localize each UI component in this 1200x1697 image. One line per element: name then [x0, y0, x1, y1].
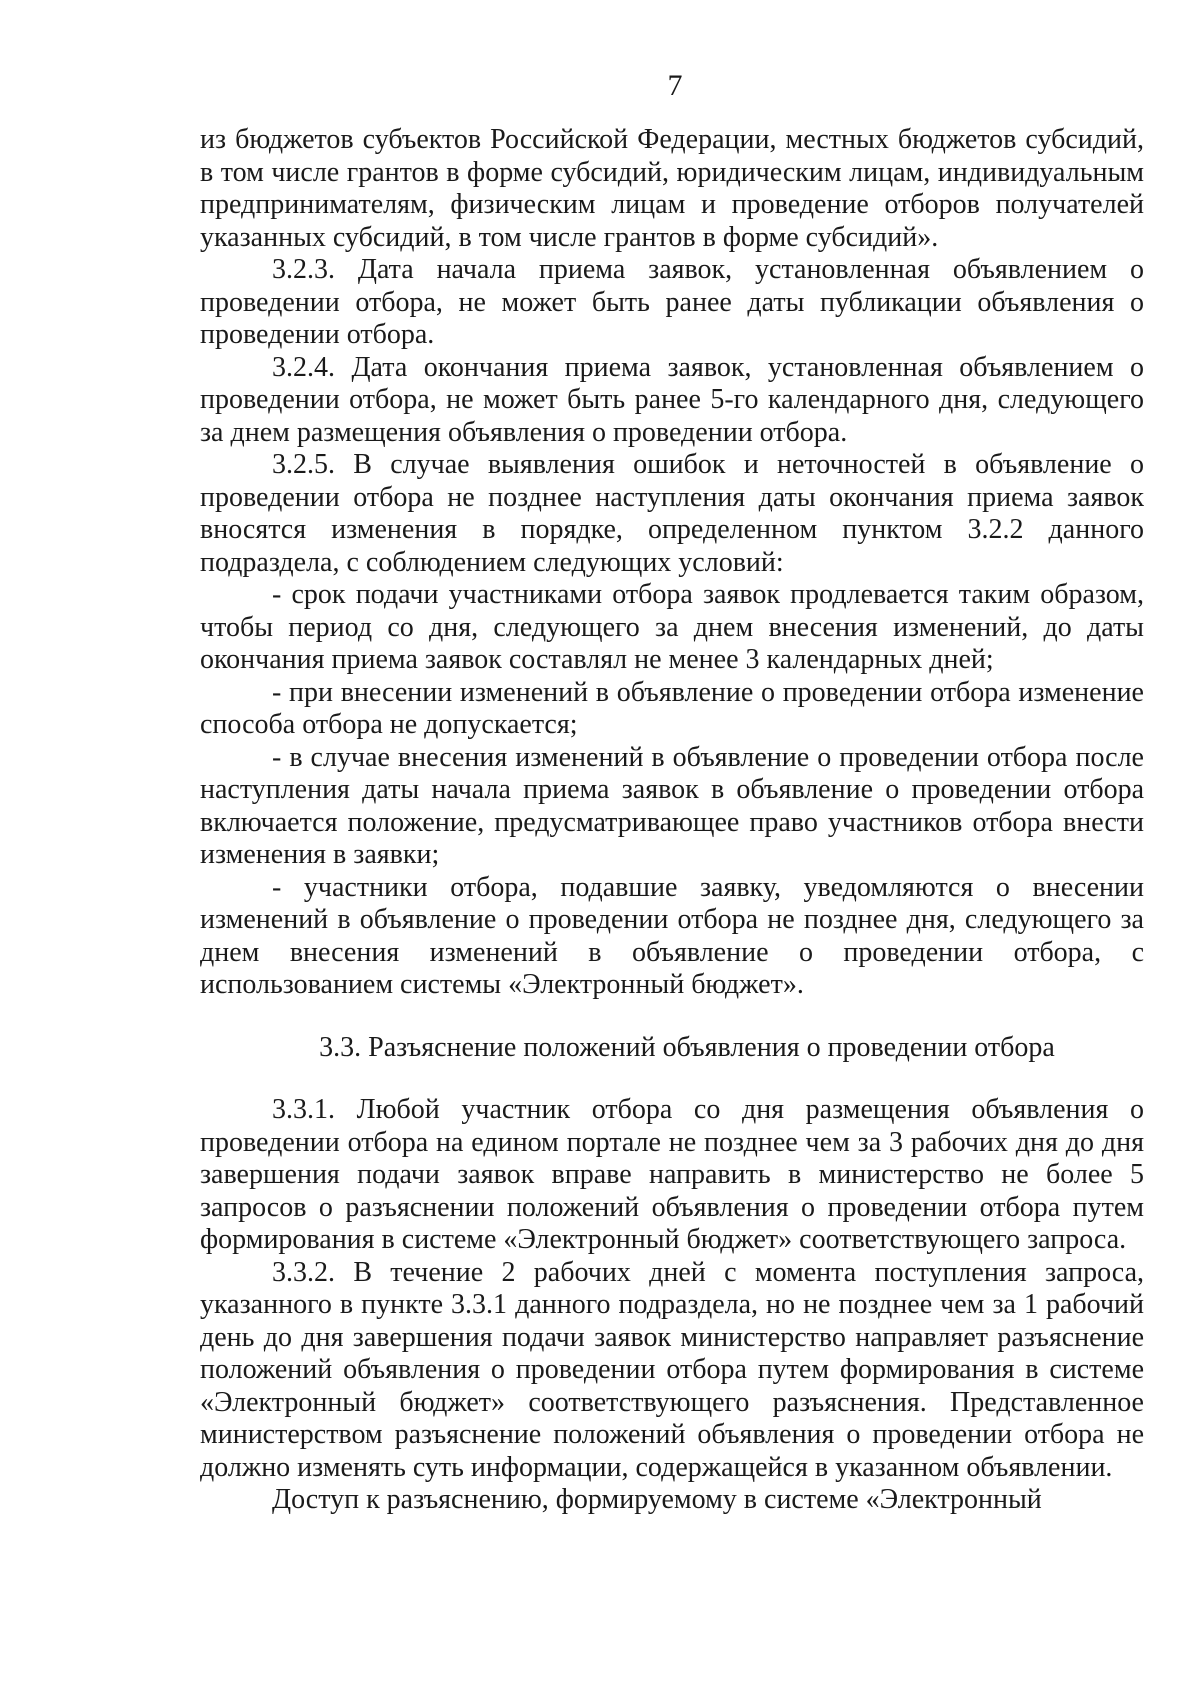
- list-item-deadline-extension: - срок подачи участниками отбора заявок продлевается таким образом, чтобы период со дня, следующего за днем внесения изменений, до даты окончания приема заявок составлял не менее 3 календарных дней;: [200, 579, 1144, 675]
- page-number: 7: [667, 69, 683, 102]
- paragraph-continuation: из бюджетов субъектов Российской Федерации, местных бюджетов субсидий, в том числе грантов в форме субсидий, юридическим лицам, индивидуальным предпринимателям, физическим лицам и проведение отборов получателей указанных субсидий, в том числе грантов в форме субсидий».: [200, 124, 1144, 253]
- paragraph-3-3-2: 3.3.2. В течение 2 рабочих дней с момента поступления запроса, указанного в пункте 3.3.1 данного подраздела, но не позднее чем за 1 рабочий день до дня завершения подачи заявок министерство направляет разъяснение положений объявления о проведении отбора путем формирования в системе «Электронный бюджет» соответствующего разъяснения. Представленное министерством разъяснение положений объявления о проведении отбора не должно изменять суть информации, содержащейся в указанном объявлении.: [200, 1256, 1144, 1483]
- paragraph-3-3-1: 3.3.1. Любой участник отбора со дня размещения объявления о проведении отбора на едином портале не позднее чем за 3 рабочих дня до дня завершения подачи заявок вправе направить в министерство не более 5 запросов о разъяснении положений объявления о проведении отбора путем формирования в системе «Электронный бюджет» соответствующего запроса.: [200, 1094, 1144, 1255]
- document-body: [200, 124, 1144, 1517]
- list-item-application-changes: - в случае внесения изменений в объявление о проведении отбора после наступления даты начала приема заявок в объявление о проведении отбора включается положение, предусматривающее право участников отбора внести изменения в заявки;: [200, 741, 1144, 870]
- section-heading: 3.3. Разъяснение положений объявления о проведении отбора: [319, 1031, 1055, 1063]
- list-item-participant-notification: - участники отбора, подавшие заявку, уведомляются о внесении изменений в объявление о проведении отбора не позднее дня, следующего за днем внесения изменений в объявление о проведении отбора, с использованием системы «Электронный бюджет».: [200, 871, 1144, 1000]
- paragraph-3-2-3: 3.2.3. Дата начала приема заявок, установленная объявлением о проведении отбора, не может быть ранее даты публикации объявления о проведении отбора.: [200, 254, 1144, 350]
- list-item-method-change: - при внесении изменений в объявление о проведении отбора изменение способа отбора не допускается;: [200, 676, 1144, 740]
- paragraph-3-2-4: 3.2.4. Дата окончания приема заявок, установленная объявлением о проведении отбора, не может быть ранее 5-го календарного дня, следующего за днем размещения объявления о проведении отбора.: [200, 351, 1144, 448]
- paragraph-access: Доступ к разъяснению, формируемому в системе «Электронный: [272, 1484, 1042, 1515]
- paragraph-3-2-5: 3.2.5. В случае выявления ошибок и неточностей в объявление о проведении отбора не позднее наступления даты окончания приема заявок вносятся изменения в порядке, определенном пунктом 3.2.2 данного подраздела, с соблюдением следующих условий:: [200, 449, 1144, 578]
